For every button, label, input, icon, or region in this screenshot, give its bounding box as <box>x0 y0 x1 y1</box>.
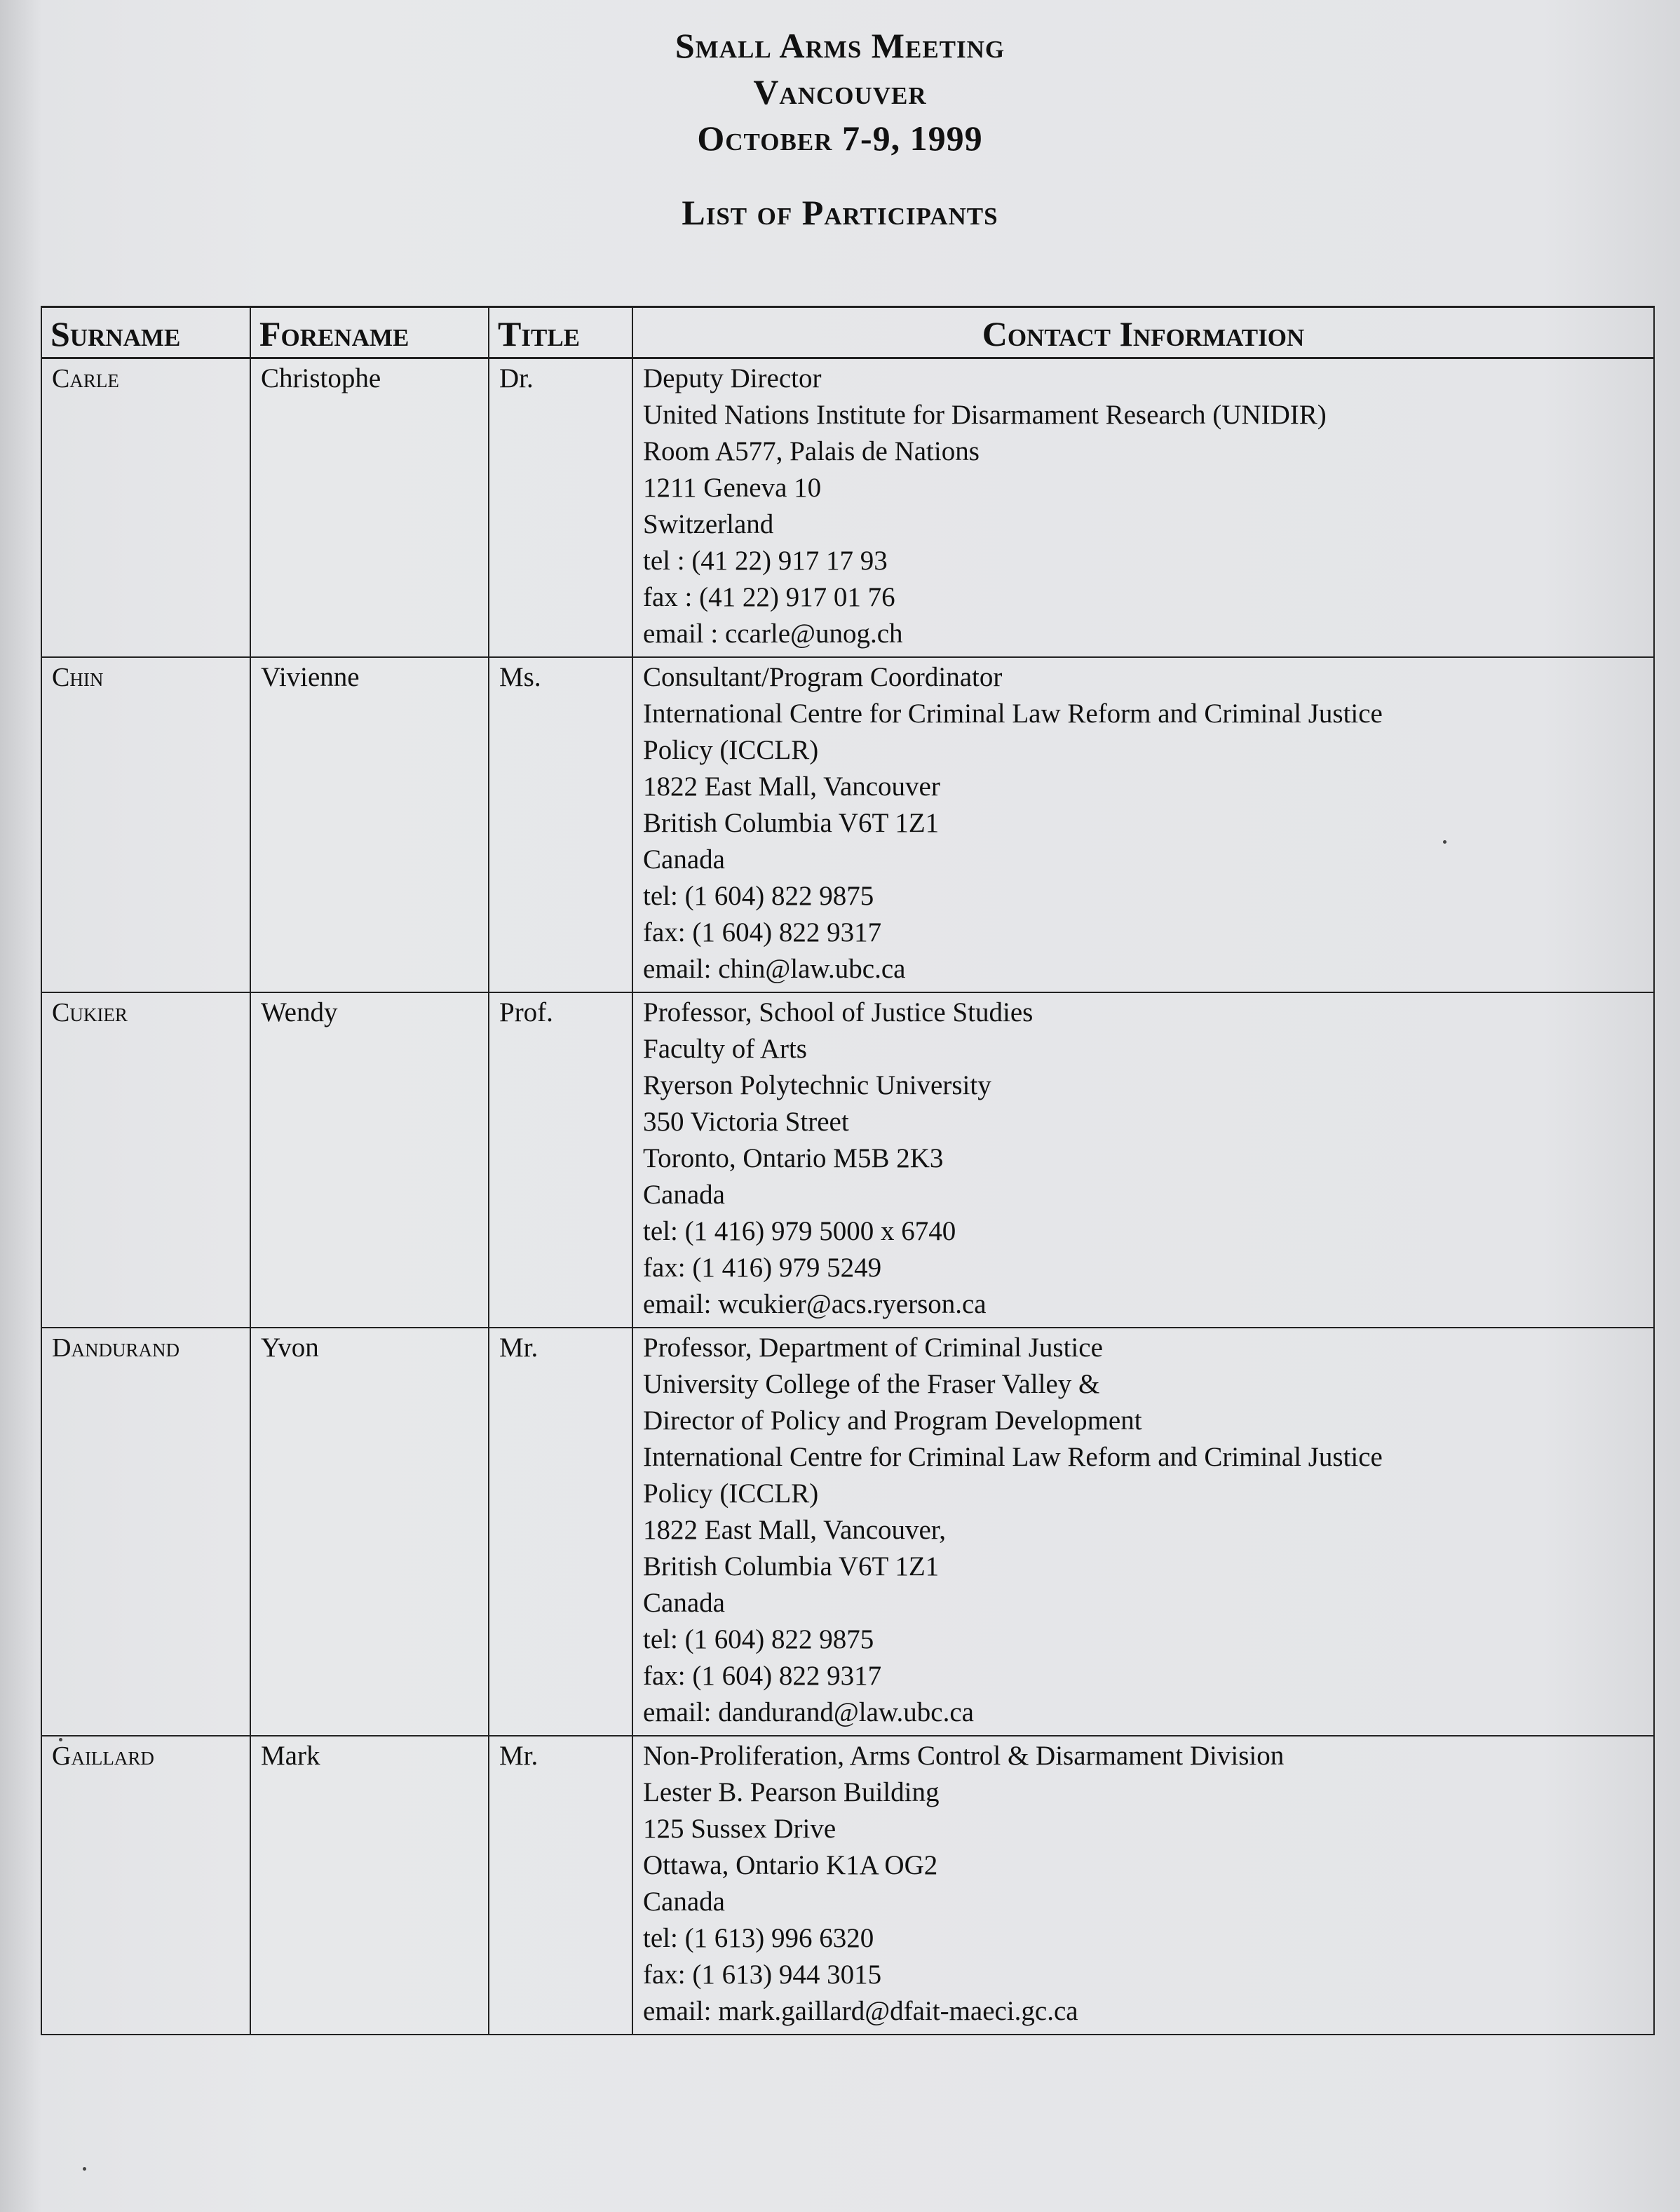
contact-line: Director of Policy and Program Development <box>643 1405 1142 1436</box>
contact-line: British Columbia V6T 1Z1 <box>643 1551 940 1582</box>
table-row <box>41 992 1654 1328</box>
participant-contact-info <box>632 1736 1654 2035</box>
contact-line: Canada <box>643 1180 725 1210</box>
list-title: List of Participants <box>682 193 998 232</box>
contact-line: email : ccarle@unog.ch <box>643 619 903 649</box>
contact-line: Switzerland <box>643 509 774 539</box>
contact-line: email: wcukier@acs.ryerson.ca <box>643 1289 987 1319</box>
contact-line: Policy (ICCLR) <box>643 1478 819 1509</box>
participant-contact-info <box>632 1328 1654 1736</box>
participant-contact-info <box>632 657 1654 992</box>
stray-mark <box>83 2167 86 2171</box>
contact-line: Ryerson Polytechnic University <box>643 1070 991 1100</box>
contact-line: Canada <box>643 844 725 875</box>
contact-line: 125 Sussex Drive <box>643 1814 836 1844</box>
participant-title: Mr. <box>489 1736 632 2035</box>
stray-mark <box>1443 840 1447 844</box>
stray-mark <box>59 1738 62 1741</box>
contact-line: Canada <box>643 1588 725 1618</box>
contact-line: fax: (1 416) 979 5249 <box>643 1253 882 1283</box>
column-header-contact: Contact Information <box>632 307 1654 358</box>
column-header-forename: Forename <box>250 307 489 358</box>
table-row <box>41 358 1654 658</box>
contact-line: Canada <box>643 1887 725 1917</box>
contact-line: Non-Proliferation, Arms Control & Disarmament Division <box>643 1741 1285 1771</box>
meeting-dates: October 7-9, 1999 <box>697 119 983 158</box>
table-row <box>41 1328 1654 1736</box>
contact-line: tel: (1 416) 979 5000 x 6740 <box>643 1216 956 1246</box>
participant-title: Prof. <box>489 992 632 1328</box>
contact-line: Lester B. Pearson Building <box>643 1777 940 1807</box>
contact-line: International Centre for Criminal Law Reform and Criminal Justice <box>643 699 1383 729</box>
participant-contact-info <box>632 358 1654 658</box>
contact-line: fax: (1 604) 822 9317 <box>643 917 882 947</box>
contact-line: International Centre for Criminal Law Reform and Criminal Justice <box>643 1442 1383 1472</box>
meeting-location: Vancouver <box>753 72 927 112</box>
participant-title: Dr. <box>489 358 632 658</box>
contact-line: Faculty of Arts <box>643 1034 807 1064</box>
contact-line: Deputy Director <box>643 363 822 393</box>
contact-line: tel : (41 22) 917 17 93 <box>643 546 888 576</box>
contact-line: fax : (41 22) 917 01 76 <box>643 582 895 612</box>
meeting-title: Small Arms Meeting <box>675 26 1005 65</box>
participant-surname: Gaillard <box>41 1736 250 2035</box>
table-row <box>41 657 1654 992</box>
contact-line: fax: (1 613) 944 3015 <box>643 1960 882 1990</box>
participants-table <box>41 306 1655 2035</box>
contact-line: email: mark.gaillard@dfait-maeci.gc.ca <box>643 1996 1078 2026</box>
participant-forename: Christophe <box>250 358 489 658</box>
participant-surname: Carle <box>41 358 250 658</box>
contact-line: Professor, School of Justice Studies <box>643 997 1034 1027</box>
contact-line: British Columbia V6T 1Z1 <box>643 808 940 838</box>
contact-line: tel: (1 604) 822 9875 <box>643 1624 874 1654</box>
contact-line: tel: (1 613) 996 6320 <box>643 1923 874 1953</box>
participant-surname: Dandurand <box>41 1328 250 1736</box>
contact-line: fax: (1 604) 822 9317 <box>643 1661 882 1691</box>
contact-line: Professor, Department of Criminal Justice <box>643 1333 1103 1363</box>
table-header-row <box>41 307 1654 358</box>
participant-title: Mr. <box>489 1328 632 1736</box>
contact-line: 1822 East Mall, Vancouver <box>643 771 940 802</box>
contact-line: email: chin@law.ubc.ca <box>643 954 906 984</box>
contact-line: Policy (ICCLR) <box>643 735 819 765</box>
contact-line: United Nations Institute for Disarmament Research (UNIDIR) <box>643 400 1327 430</box>
contact-line: Toronto, Ontario M5B 2K3 <box>643 1143 944 1173</box>
participant-forename: Mark <box>250 1736 489 2035</box>
contact-line: Ottawa, Ontario K1A OG2 <box>643 1850 938 1880</box>
contact-line: tel: (1 604) 822 9875 <box>643 881 874 911</box>
contact-line: 350 Victoria Street <box>643 1107 849 1137</box>
participant-forename: Yvon <box>250 1328 489 1736</box>
contact-line: email: dandurand@law.ubc.ca <box>643 1697 974 1727</box>
table-row <box>41 1736 1654 2035</box>
document-header <box>0 22 1680 236</box>
column-header-title: Title <box>489 307 632 358</box>
participant-surname: Cukier <box>41 992 250 1328</box>
contact-line: Consultant/Program Coordinator <box>643 662 1003 692</box>
participant-title: Ms. <box>489 657 632 992</box>
participants-table-body <box>41 358 1654 2035</box>
contact-line: 1211 Geneva 10 <box>643 473 822 503</box>
column-header-surname: Surname <box>41 307 250 358</box>
contact-line: Room A577, Palais de Nations <box>643 436 980 466</box>
participant-forename: Wendy <box>250 992 489 1328</box>
contact-line: 1822 East Mall, Vancouver, <box>643 1515 947 1545</box>
participant-contact-info <box>632 992 1654 1328</box>
participant-forename: Vivienne <box>250 657 489 992</box>
participant-surname: Chin <box>41 657 250 992</box>
contact-line: University College of the Fraser Valley & <box>643 1369 1100 1399</box>
